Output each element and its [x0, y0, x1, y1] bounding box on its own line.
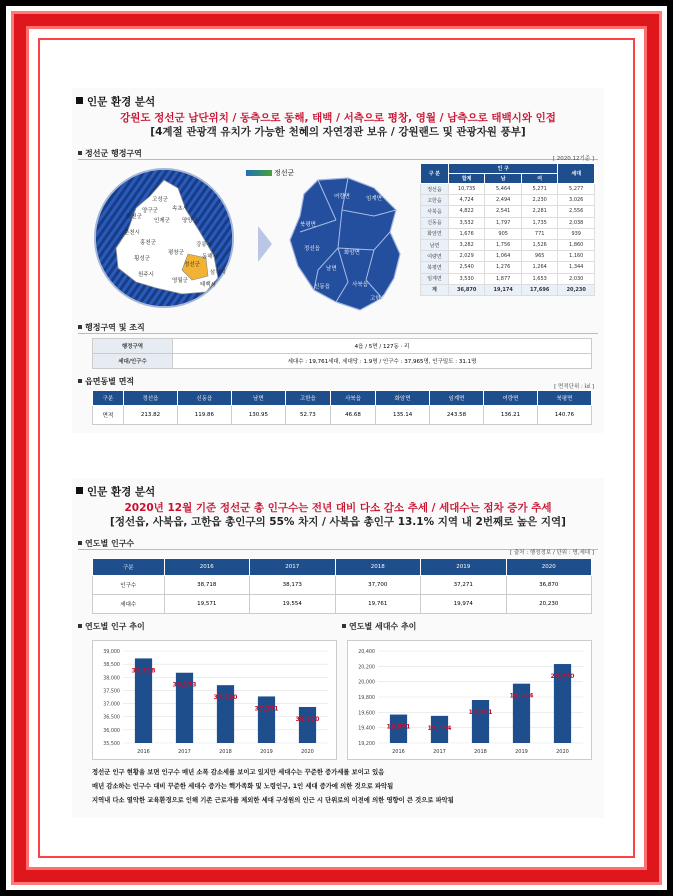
y-tick-label: 20,000 — [358, 680, 375, 686]
table-cell: 38,718 — [164, 576, 249, 595]
map-label: 삼척시 — [210, 270, 226, 276]
table-cell: 17,696 — [521, 284, 558, 295]
table-cell: 130.95 — [231, 406, 285, 425]
headline-black: [4계절 관광객 유치가 가능한 천혜의 자연경관 보유 / 강원랜드 및 관광자원 풍부] — [150, 126, 526, 138]
map-label: 고성군 — [152, 197, 168, 203]
table-cell: 1,160 — [558, 251, 595, 262]
table-cell: 36,870 — [448, 284, 485, 295]
y-tick-label: 37,500 — [103, 689, 120, 695]
table-cell: 1,344 — [558, 262, 595, 273]
table-cell: 2,540 — [448, 262, 485, 273]
table-cell: 1,064 — [485, 251, 522, 262]
data-label: 38,718 — [131, 667, 156, 675]
population-chart — [92, 640, 337, 760]
bullet-icon — [78, 151, 82, 155]
y-tick-label: 19,200 — [358, 742, 375, 747]
admin-value: 4읍 / 5면 / 127동 · 리 — [173, 339, 592, 354]
map-label: 속초시 — [172, 206, 188, 212]
data-label: 19,761 — [468, 708, 493, 716]
map-label: 정선군 — [184, 262, 200, 268]
data-label: 19,974 — [509, 692, 534, 700]
table-cell: 1,756 — [485, 239, 522, 250]
y-tick-label: 39,000 — [103, 650, 120, 655]
table-row — [421, 195, 595, 206]
table-header: 2019 — [421, 559, 506, 576]
table-row — [93, 595, 592, 614]
county-map-label: 남면 — [326, 266, 337, 272]
table-cell: 5,464 — [485, 184, 522, 195]
bar — [258, 696, 275, 743]
population-chart-svg — [93, 641, 338, 761]
area-table — [92, 390, 592, 425]
table-cell: 1,526 — [521, 239, 558, 250]
unit-note: [ 면적단위 : ㎢ ] — [554, 384, 594, 390]
table-cell: 136.21 — [484, 406, 538, 425]
table-cell: 2,494 — [485, 195, 522, 206]
y-tick-label: 19,800 — [358, 696, 375, 701]
table-cell: 3,282 — [448, 239, 485, 250]
x-tick-label: 2019 — [515, 749, 528, 755]
table-cell: 771 — [521, 228, 558, 239]
map-label: 춘천시 — [124, 230, 140, 236]
table-header: 사북읍 — [330, 391, 375, 406]
table-cell: 1,797 — [485, 217, 522, 228]
bullet-icon — [342, 624, 346, 628]
analysis-note — [92, 766, 592, 808]
section-heading: 인문 환경 분석 — [76, 94, 155, 109]
subsection-title-trend: 연도별 인구수 — [78, 538, 134, 549]
table-cell: 사북읍 — [421, 206, 449, 217]
table-row — [421, 251, 595, 262]
table-header: 여량면 — [484, 391, 538, 406]
table-cell: 1,264 — [521, 262, 558, 273]
y-tick-label: 36,000 — [103, 728, 120, 734]
chart2-title: 연도별 세대수 추이 — [342, 621, 416, 632]
section-heading: 인문 환경 분석 — [76, 484, 155, 499]
y-tick-label: 35,500 — [103, 742, 120, 747]
table-header: 구분 — [93, 391, 124, 406]
data-label: 19,554 — [427, 724, 452, 732]
table-cell: 939 — [558, 228, 595, 239]
data-label: 38,173 — [172, 681, 197, 689]
subsection-title-org: 행정구역 및 조직 — [78, 322, 145, 333]
divider — [78, 333, 598, 334]
table-row — [421, 262, 595, 273]
table-cell: 정선읍 — [421, 184, 449, 195]
logo-mark-icon — [246, 170, 272, 176]
household-chart — [347, 640, 592, 760]
section-population-trend — [72, 478, 604, 818]
table-cell: 19,554 — [250, 595, 335, 614]
x-tick-label: 2018 — [219, 749, 232, 755]
table-cell: 3,026 — [558, 195, 595, 206]
square-bullet-icon — [76, 97, 83, 104]
table-cell: 1,676 — [448, 228, 485, 239]
county-map-label: 임계면 — [366, 196, 382, 202]
table-cell: 1,735 — [521, 217, 558, 228]
table-cell: 135.14 — [376, 406, 430, 425]
bullet-icon — [78, 624, 82, 628]
table-cell: 2,030 — [558, 273, 595, 284]
map-label: 화천군 — [126, 214, 142, 220]
table-cell: 243.58 — [430, 406, 484, 425]
y-tick-label: 20,400 — [358, 650, 375, 655]
table-cell: 36,870 — [506, 576, 592, 595]
table-header: 구분 — [93, 559, 165, 576]
table-cell: 1,877 — [485, 273, 522, 284]
map-label: 양양군 — [182, 218, 198, 224]
subsection-title-admin-area: 정선군 행정구역 — [78, 148, 142, 159]
trend-table — [92, 558, 592, 614]
county-map-label: 정선읍 — [304, 246, 320, 252]
table-cell: 38,173 — [250, 576, 335, 595]
bullet-icon — [78, 379, 82, 383]
table-cell: 10,735 — [448, 184, 485, 195]
y-tick-label: 20,200 — [358, 665, 375, 671]
map-label: 영월군 — [172, 278, 188, 284]
table-header: 2016 — [164, 559, 249, 576]
table-cell: 임계면 — [421, 273, 449, 284]
table-header: 세대 — [558, 164, 595, 184]
data-label: 19,571 — [386, 723, 411, 731]
admin-head: 세대/인구수 — [93, 354, 173, 369]
map-label: 태백시 — [200, 282, 216, 288]
headline-red: 2020년 12월 기준 정선군 총 인구수는 전년 대비 다소 감소 추세 / 세대수는 점차 증가 추세 — [124, 502, 552, 514]
county-map-label: 북평면 — [300, 222, 316, 228]
table-cell: 2,556 — [558, 206, 595, 217]
bar — [299, 707, 316, 743]
x-tick-label: 2016 — [392, 749, 405, 755]
table-header: 고한읍 — [285, 391, 330, 406]
table-header: 화암면 — [376, 391, 430, 406]
section-admin-overview — [72, 88, 604, 433]
data-label: 36,870 — [295, 715, 320, 723]
table-cell: 37,700 — [335, 576, 420, 595]
data-label: 37,700 — [213, 694, 238, 702]
table-cell: 5,277 — [558, 184, 595, 195]
table-cell: 37,271 — [421, 576, 506, 595]
table-cell: 5,271 — [521, 184, 558, 195]
county-map-label: 신동읍 — [314, 284, 330, 290]
map-label: 동해시 — [202, 254, 218, 260]
arrow-right-icon — [258, 226, 272, 262]
x-tick-label: 2020 — [556, 749, 569, 755]
table-cell: 140.76 — [537, 406, 591, 425]
table-header: 2018 — [335, 559, 420, 576]
table-row — [421, 184, 595, 195]
bar — [472, 700, 489, 743]
map-label: 원주시 — [138, 272, 154, 278]
table-cell: 인구수 — [93, 576, 165, 595]
x-tick-label: 2019 — [260, 749, 273, 755]
map-label: 강릉시 — [196, 242, 212, 248]
table-cell: 화암면 — [421, 228, 449, 239]
admin-head: 행정구역 — [93, 339, 173, 354]
table-cell: 2,230 — [521, 195, 558, 206]
y-tick-label: 19,600 — [358, 711, 375, 717]
table-cell: 면적 — [93, 406, 124, 425]
y-tick-label: 38,500 — [103, 663, 120, 669]
table-header: 남면 — [231, 391, 285, 406]
table-cell: 19,571 — [164, 595, 249, 614]
table-cell: 1,276 — [485, 262, 522, 273]
admin-value: 세대수 : 19,761세대, 세대당 : 1.9명 / 인구수 : 37,965명, 인구밀도 : 31.1명 — [173, 354, 592, 369]
table-header: 정선읍 — [124, 391, 178, 406]
x-tick-label: 2017 — [433, 749, 446, 755]
subsection-title-area: 읍면동별 면적 — [78, 376, 134, 387]
y-tick-label: 36,500 — [103, 715, 120, 721]
county-map-label: 화암면 — [344, 250, 360, 256]
map-label: 횡성군 — [134, 256, 150, 262]
data-label: 20,230 — [550, 673, 575, 681]
county-map-label: 여량면 — [334, 194, 350, 200]
map-label: 인제군 — [154, 218, 170, 224]
table-header: 2020 — [506, 559, 592, 576]
household-chart-svg — [348, 641, 593, 761]
table-row — [421, 239, 595, 250]
table-row — [93, 576, 592, 595]
table-header: 북평면 — [537, 391, 591, 406]
table-cell: 신동읍 — [421, 217, 449, 228]
table-header: 구 분 — [421, 164, 449, 184]
table-cell: 여량면 — [421, 251, 449, 262]
admin-table — [92, 338, 592, 369]
table-cell: 19,974 — [421, 595, 506, 614]
table-cell: 4,822 — [448, 206, 485, 217]
table-header: 여 — [521, 174, 558, 184]
note-line: 매년 감소하는 인구수 대비 꾸준한 세대수 증가는 핵가족화 및 노령인구, 1인 세대 증가에 의한 것으로 파악됨 — [92, 783, 394, 790]
table-row — [421, 217, 595, 228]
x-tick-label: 2016 — [137, 749, 150, 755]
bullet-icon — [78, 541, 82, 545]
data-label: 37,271 — [254, 705, 279, 713]
x-tick-label: 2020 — [301, 749, 314, 755]
table-header: 남 — [485, 174, 522, 184]
x-tick-label: 2017 — [178, 749, 191, 755]
table-cell: 965 — [521, 251, 558, 262]
table-cell: 2,038 — [558, 217, 595, 228]
table-cell: 3,532 — [448, 217, 485, 228]
x-tick-label: 2018 — [474, 749, 487, 755]
table-cell: 19,174 — [485, 284, 522, 295]
y-tick-label: 38,000 — [103, 676, 120, 682]
date-note: [ 2020.12기준 ] — [552, 156, 594, 162]
square-bullet-icon — [76, 487, 83, 494]
table-header: 합계 — [448, 174, 485, 184]
note-line: 지역내 다소 열악한 교육환경으로 인해 기존 근로자를 제외한 세대 구성원의 인근 시 단위로의 이전에 의한 영향이 큰 것으로 파악됨 — [92, 797, 454, 804]
county-logo: 정선군 — [246, 168, 306, 182]
table-cell: 4,724 — [448, 195, 485, 206]
county-map-label: 사북읍 — [352, 282, 368, 288]
table-cell: 1,653 — [521, 273, 558, 284]
table-cell: 20,230 — [558, 284, 595, 295]
table-header: 인 구 — [448, 164, 558, 174]
table-cell: 북평면 — [421, 262, 449, 273]
table-cell: 905 — [485, 228, 522, 239]
table-header: 신동읍 — [177, 391, 231, 406]
table-total-row — [421, 284, 595, 295]
divider — [78, 159, 598, 160]
table-cell: 213.82 — [124, 406, 178, 425]
y-tick-label: 19,400 — [358, 726, 375, 732]
table-cell: 2,541 — [485, 206, 522, 217]
headline-red: 강원도 정선군 남단위치 / 동측으로 동해, 태백 / 서측으로 평창, 영월 / 남측으로 태백시와 인접 — [120, 112, 556, 124]
population-table — [420, 163, 595, 296]
table-cell: 119.86 — [177, 406, 231, 425]
chart1-title: 연도별 인구 추이 — [78, 621, 145, 632]
headline-black: [정선읍, 사북읍, 고한읍 총인구의 55% 차지 / 사북읍 총인구 13.1% 지역 내 2번째로 높은 지역] — [110, 516, 566, 528]
y-tick-label: 37,000 — [103, 702, 120, 708]
table-row — [421, 273, 595, 284]
table-cell: 46.68 — [330, 406, 375, 425]
map-label: 양구군 — [142, 208, 158, 214]
table-cell: 2,281 — [521, 206, 558, 217]
note-line: 정선군 인구 현황을 보면 인구수 매년 소폭 감소세를 보이고 있지만 세대수는 꾸준한 증가세를 보이고 있음 — [92, 769, 385, 776]
table-row — [421, 228, 595, 239]
table-header: 2017 — [250, 559, 335, 576]
table-cell: 3,530 — [448, 273, 485, 284]
source-note: [ 출처 : 행정정보 / 단위 : 명,세대 ] — [509, 550, 594, 556]
table-cell: 세대수 — [93, 595, 165, 614]
table-cell: 계 — [421, 284, 449, 295]
table-cell: 남면 — [421, 239, 449, 250]
map-label: 평창군 — [168, 250, 184, 256]
bullet-icon — [78, 325, 82, 329]
table-cell: 52.73 — [285, 406, 330, 425]
table-row — [421, 206, 595, 217]
table-cell: 2,029 — [448, 251, 485, 262]
table-cell: 19,761 — [335, 595, 420, 614]
table-cell: 20,230 — [506, 595, 592, 614]
map-label: 홍천군 — [140, 240, 156, 246]
table-cell: 고한읍 — [421, 195, 449, 206]
table-cell: 1,860 — [558, 239, 595, 250]
county-map-label: 고한읍 — [370, 296, 386, 302]
table-header: 임계면 — [430, 391, 484, 406]
